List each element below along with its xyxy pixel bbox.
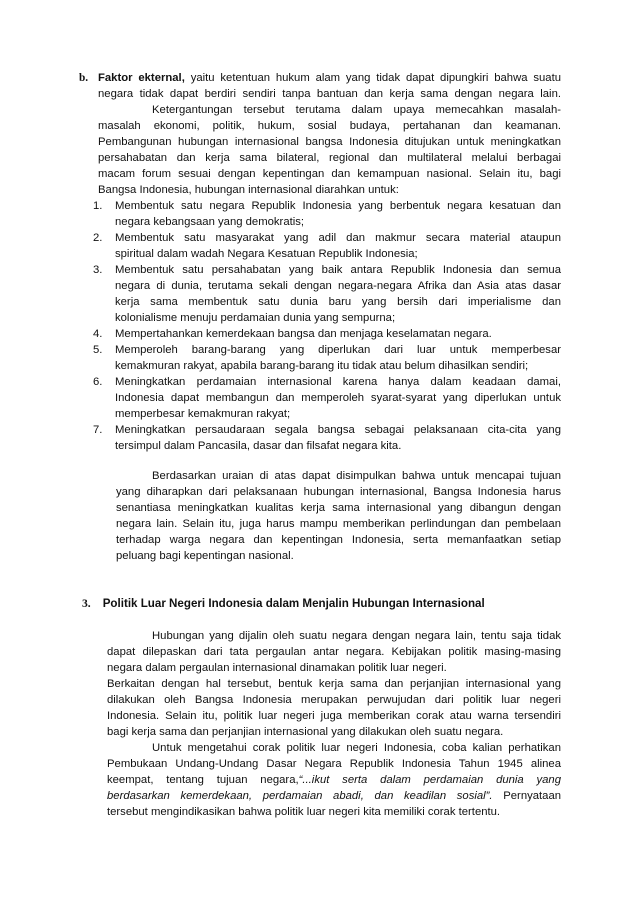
paragraph-line: Pembukaan Undang-Undang Dasar Negara Republik Indonesia Tahun 1945 alinea bbox=[107, 758, 561, 770]
paragraph-line: Bangsa Indonesia, hubungan internasional diarahkan untuk: bbox=[98, 184, 399, 196]
paragraph-line: Indonesia. Selain itu, politik luar negeri juga memberikan corak atau warna tersendiri bbox=[107, 710, 561, 722]
quote-text: “...ikut serta dalam perdamaian dunia yang bbox=[298, 774, 562, 786]
paragraph-line bbox=[107, 788, 561, 804]
paragraph-line: dilakukan oleh Bangsa Indonesia merupakan perwujudan dari politik luar negeri bbox=[107, 694, 561, 706]
paragraph-line: Untuk mengetahui corak politik luar negeri Indonesia, coba kalian perhatikan bbox=[152, 742, 561, 754]
list-item-line: negara kebangsaan yang demokratis; bbox=[115, 216, 305, 228]
paragraph-line: Pembangunan hubungan internasional bangsa Indonesia ditujukan untuk meningkatkan bbox=[98, 136, 561, 148]
section-title: Politik Luar Negeri Indonesia dalam Menjalin Hubungan Internasional bbox=[102, 597, 485, 610]
paragraph-line: masalah ekonomi, politik, hukum, sosial budaya, pertahanan dan keamanan. bbox=[98, 120, 561, 132]
list-item-line: negara di dunia, terutama sekali dengan negara-negara Afrika dan Asia atas dasar bbox=[115, 280, 561, 292]
paragraph-line: yaitu ketentuan hukum alam yang tidak dapat dipungkiri bahwa suatu bbox=[190, 72, 561, 84]
objectives-list bbox=[93, 198, 561, 454]
list-item bbox=[93, 198, 561, 230]
list-item bbox=[93, 230, 561, 262]
list-item-line: Indonesia dapat membangun dan memperoleh syarat-syarat yang diperlukan untuk bbox=[115, 392, 561, 404]
paragraph-line: senantiasa meningkatkan kualitas kerja sama internasional yang dibangun dengan bbox=[116, 502, 561, 514]
paragraph-line: persahabatan dan kerja sama bilateral, regional dan multilateral melalui berbagai bbox=[98, 152, 561, 164]
quote-intro: keempat, tentang tujuan negara, bbox=[107, 774, 299, 786]
paragraph-line: bagi kerja sama dan perjanjian internasional yang dilakukan oleh suatu negara. bbox=[107, 726, 504, 738]
paragraph-line: terhadap warga negara dan kepentingan Indonesia, serta memanfaatkan setiap bbox=[116, 534, 561, 546]
list-item bbox=[93, 422, 561, 454]
paragraph-line: dapat dilepaskan dari tata pergaulan antar negara. Kebijakan politik masing-masing bbox=[107, 646, 561, 658]
paragraph-line: Ketergantungan tersebut terutama dalam upaya memecahkan masalah- bbox=[152, 104, 561, 116]
list-item-number: 1. bbox=[93, 200, 103, 212]
list-item-number: 4. bbox=[93, 328, 103, 340]
section-number: 3. bbox=[82, 597, 91, 610]
section-b-marker: b. bbox=[79, 72, 89, 84]
list-item-line: kolonialisme menuju perdamaian dunia yang sempurna; bbox=[115, 312, 396, 324]
list-item-number: 7. bbox=[93, 424, 103, 436]
quote-text: berdasarkan kemerdekaan, perdamaian abadi, dan keadilan sosial”. bbox=[107, 790, 493, 802]
list-item-line: Memperoleh barang-barang yang diperlukan dari luar untuk memperbesar bbox=[115, 344, 561, 356]
list-item-line: kemakmuran rakyat, apabila barang-barang itu tidak atau belum dihasilkan sendiri; bbox=[115, 360, 529, 372]
paragraph-line: Berdasarkan uraian di atas dapat disimpulkan bahwa untuk mencapai tujuan bbox=[152, 470, 561, 482]
list-item-line: spiritual dalam wadah Negara Kesatuan Republik Indonesia; bbox=[115, 248, 418, 260]
section-b-title: Faktor ekternal, bbox=[98, 72, 185, 84]
list-item-number: 5. bbox=[93, 344, 103, 356]
section-b-body bbox=[98, 86, 561, 198]
list-item bbox=[93, 262, 561, 326]
list-item-line: memperbesar kemakmuran rakyat; bbox=[115, 408, 291, 420]
paragraph-line: negara dalam pergaulan internasional dinamakan politik luar negeri. bbox=[107, 662, 447, 674]
paragraph-line: tersebut mengindikasikan bahwa politik luar negeri kita memiliki corak tertentu. bbox=[107, 806, 501, 818]
list-item-line: tersimpul dalam Pancasila, dasar dan filsafat negara kita. bbox=[115, 440, 402, 452]
list-item bbox=[93, 326, 561, 342]
list-item-number: 2. bbox=[93, 232, 103, 244]
list-item-line: Membentuk satu masyarakat yang adil dan makmur secara material ataupun bbox=[115, 232, 561, 244]
list-item-number: 3. bbox=[93, 264, 103, 276]
list-item bbox=[93, 374, 561, 422]
section-3-body bbox=[107, 628, 561, 820]
list-item-line: Mempertahankan kemerdekaan bangsa dan menjaga keselamatan negara. bbox=[115, 328, 492, 340]
list-item-line: Meningkatkan perdamaian internasional karena hanya dalam keadaan damai, bbox=[115, 376, 561, 388]
paragraph-line: peluang bagi kepentingan nasional. bbox=[116, 550, 294, 562]
list-item-number: 6. bbox=[93, 376, 103, 388]
paragraph-line: Berkaitan dengan hal tersebut, bentuk kerja sama dan perjanjian internasional yang bbox=[107, 678, 561, 690]
list-item-line: Meningkatkan persaudaraan segala bangsa sebagai pelaksanaan cita-cita yang bbox=[115, 424, 561, 436]
paragraph-line: Hubungan yang dijalin oleh suatu negara dengan negara lain, tentu saja tidak bbox=[152, 630, 561, 642]
paragraph-line: yang diharapkan dari pelaksanaan hubungan internasional, Bangsa Indonesia harus bbox=[116, 486, 561, 498]
list-item-line: kerja sama membentuk satu dunia baru yang bersih dari imperialisme dan bbox=[115, 296, 561, 308]
paragraph-line bbox=[107, 772, 561, 788]
paragraph-line: negara lain. Selain itu, juga harus mampu memberikan perlindungan dan pembelaan bbox=[116, 518, 561, 530]
list-item-line: Membentuk satu negara Republik Indonesia yang berbentuk negara kesatuan dan bbox=[115, 200, 561, 212]
paragraph-line: negara tidak dapat berdiri sendiri tanpa bantuan dan kerja sama dengan negara lain. bbox=[98, 88, 561, 100]
paragraph-line: macam forum sesuai dengan kepentingan dan kemampuan nasional. Selain itu, bagi bbox=[98, 168, 561, 180]
conclusion-paragraph bbox=[116, 468, 561, 564]
list-item-line: Membentuk satu persahabatan yang baik antara Republik Indonesia dan semua bbox=[115, 264, 561, 276]
list-item bbox=[93, 342, 561, 374]
section-b-paragraph bbox=[98, 70, 561, 86]
quote-follow: Pernyataan bbox=[503, 790, 562, 802]
section-3-heading bbox=[82, 596, 485, 612]
